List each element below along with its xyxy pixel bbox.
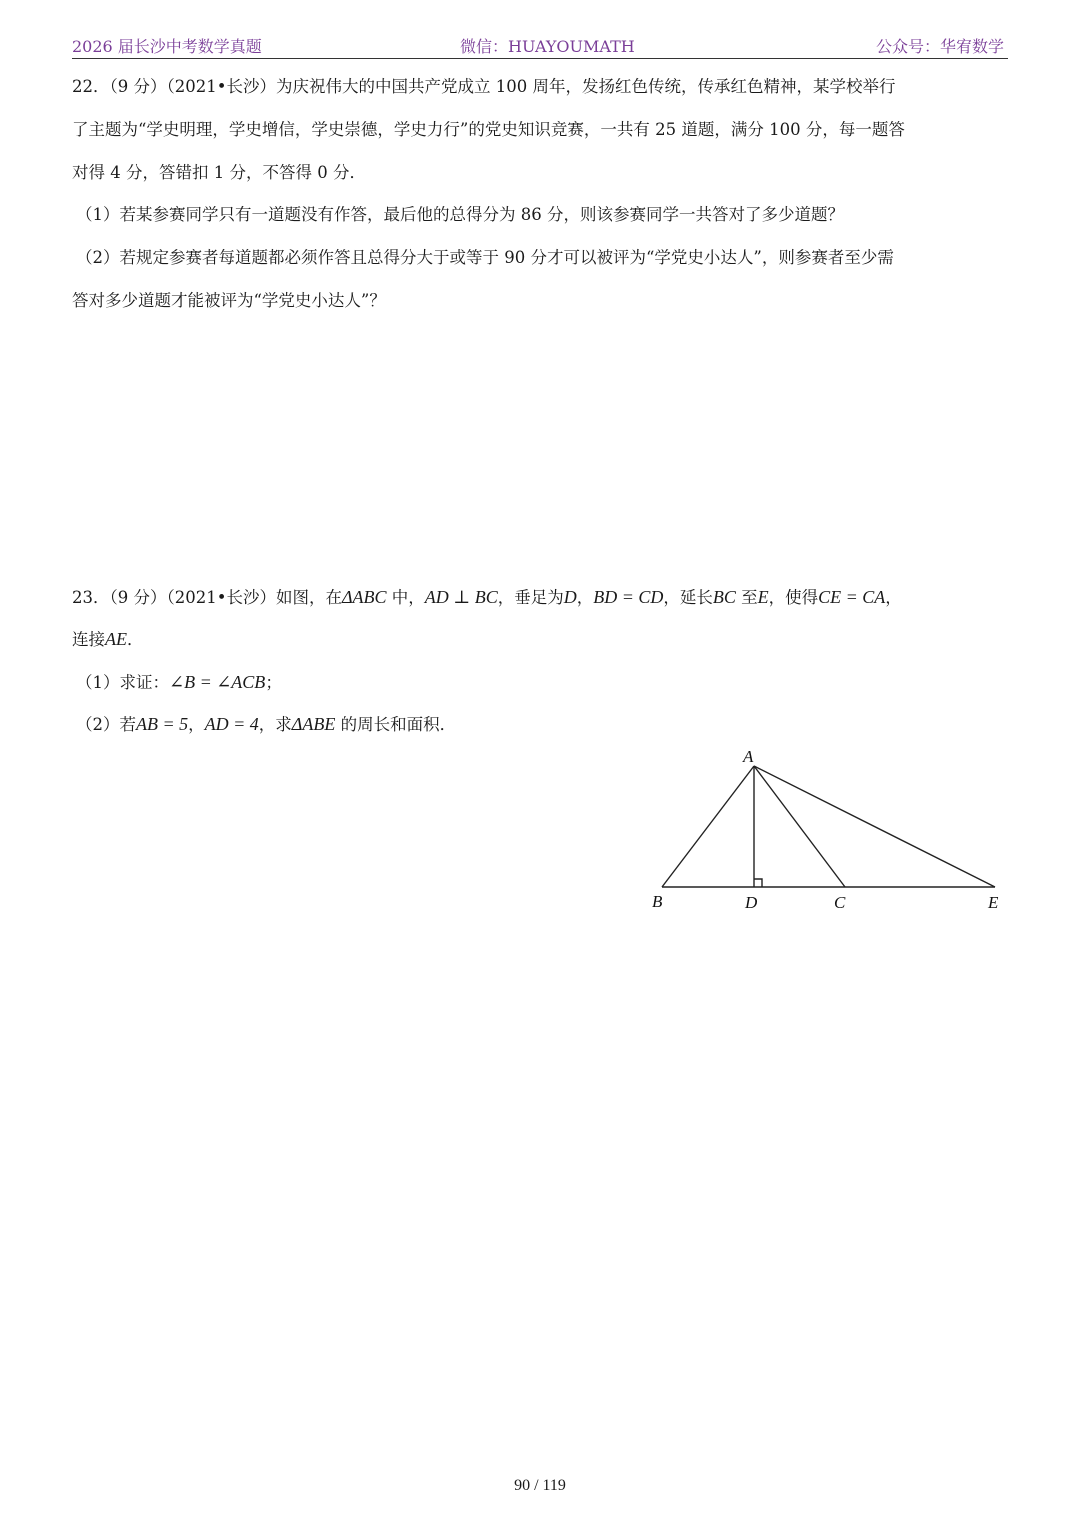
page-number: 90 / 119 [514, 1477, 566, 1494]
header-account: 公众号：华宥数学 [875, 37, 1004, 56]
q23-ce-equals-ca: CE = CA [818, 587, 886, 607]
segment-ac [754, 766, 845, 887]
q23-triangle-abc: ΔABC [341, 587, 387, 607]
q23-intro: 23．（9 分）（2021•长沙）如图，在 [72, 588, 342, 607]
segment-ae [754, 766, 995, 887]
q22-line-1: 22．（9 分）（2021•长沙）为庆祝伟大的中国共产党成立 100 周年，发扬红色传统，传承红色精神，某学校举行 [72, 77, 896, 96]
q23-segment-bc: BC [712, 587, 736, 607]
q23-comma-2: ， [885, 588, 902, 607]
q23-part-1-end: ； [265, 673, 282, 692]
q23-text-connect: 连接 [72, 630, 105, 649]
q23-period: ． [127, 630, 144, 649]
q23-text-to: 至 [735, 588, 758, 607]
q23-part-2-end: 的周长和面积． [335, 715, 457, 734]
label-c: C [834, 893, 846, 912]
q23-part-2-prefix: （2）若 [76, 715, 136, 734]
q23-text-extend: ，延长 [663, 588, 713, 607]
label-d: D [745, 893, 758, 912]
q23-triangle-abe: ΔABE [291, 714, 336, 734]
q23-point-d: D [563, 587, 577, 607]
q23-segment-ae: AE [105, 629, 127, 649]
q23-comma-1: ， [576, 588, 594, 607]
q22-part-2-line-2: 答对多少道题才能被评为“学党史小达人”？ [72, 291, 386, 310]
q23-part-2 [76, 703, 1016, 746]
q22-line-2: 了主题为“学史明理，学史增信，学史崇德，学史力行”的党史知识竞赛，一共有 25 道题，满分 100 分，每一题答 [72, 120, 905, 139]
q23-line-1 [72, 576, 1012, 619]
label-a: A [743, 747, 754, 766]
label-b: B [652, 892, 663, 911]
q23-angle-equation: ∠B = ∠ACB [169, 672, 266, 692]
right-angle-mark [754, 879, 762, 887]
q22-part-1: （1）若某参赛同学只有一道题没有作答，最后他的总得分为 86 分，则该参赛同学一共答对了多少道题？ [76, 205, 844, 224]
q23-part-1 [76, 661, 1016, 704]
page-header [72, 28, 1008, 59]
header-wechat: 微信：HUAYOUMATH [460, 37, 635, 56]
geometry-figure [640, 742, 1020, 922]
q23-part-1-prefix: （1）求证： [76, 673, 169, 692]
triangle-diagram [640, 742, 1020, 922]
header-title: 2026 届长沙中考数学真题 [72, 37, 262, 56]
label-e: E [988, 893, 999, 912]
q23-separator: ， [188, 715, 205, 734]
q22-part-2-line-1: （2）若规定参赛者每道题都必须作答且总得分大于或等于 90 分才可以被评为“学党史小达人”，则参赛者至少需 [76, 248, 894, 267]
segment-ab [662, 766, 754, 887]
q23-text-make: ，使得 [768, 588, 819, 607]
q23-text-foot: ，垂足为 [497, 588, 564, 607]
q23-perpendicular: AD ⊥ BC [424, 587, 498, 607]
q23-ab-equals-5: AB = 5 [136, 714, 189, 734]
q22-line-3: 对得 4 分，答错扣 1 分，不答得 0 分． [72, 163, 366, 182]
q23-text-zhong: 中， [386, 588, 425, 607]
q23-bd-equals-cd: BD = CD [593, 587, 664, 607]
q23-ad-equals-4: AD = 4 [204, 714, 259, 734]
q23-text-ask: ，求 [258, 715, 292, 734]
q23-point-e: E [757, 587, 769, 607]
q23-line-2 [72, 618, 1012, 661]
